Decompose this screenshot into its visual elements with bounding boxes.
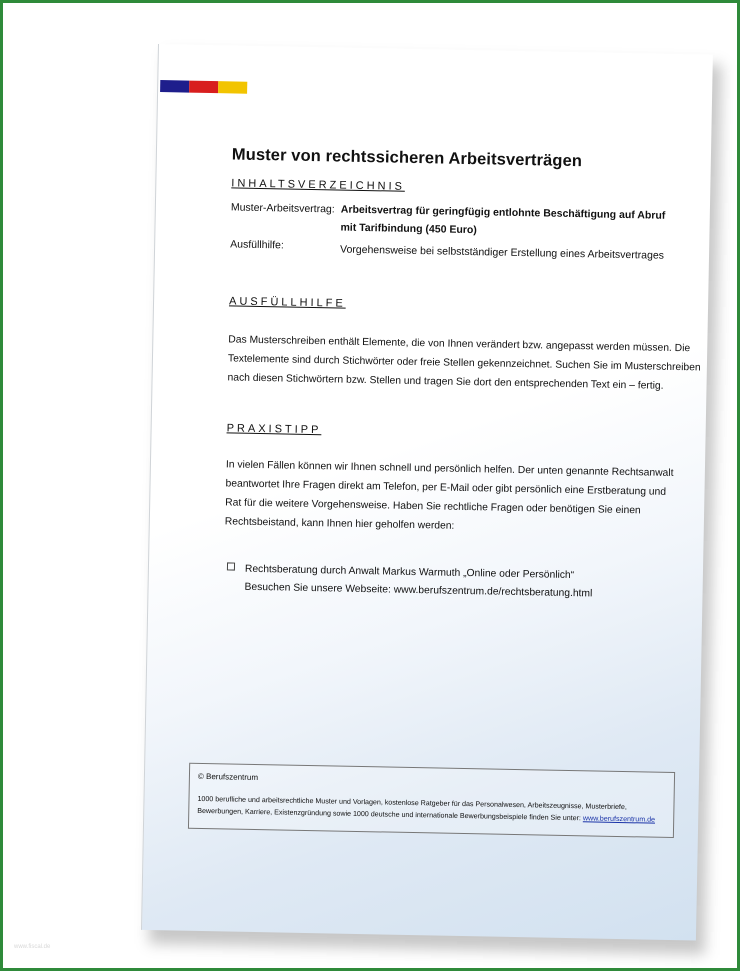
footer-copyright: © Berufszentrum (197, 771, 259, 783)
brand-color-bar (160, 80, 247, 94)
tip-line: Rechtsbeistand, kann Ihnen hier geholfen werden: (224, 516, 455, 532)
color-block-red (189, 81, 218, 94)
fill-help-line: Textelemente sind durch Stichwörter oder freie Stellen gekennzeichnet. Suchen Sie im Musterschreiben (227, 353, 701, 374)
tip-paragraph (225, 455, 701, 540)
fill-help-line: nach diesen Stichwörtern bzw. Stellen und tragen Sie dort den entsprechenden Text ein – fertig. (227, 372, 664, 392)
toc-value-template-line2: mit Tarifbindung (450 Euro) (340, 221, 477, 237)
color-block-blue (160, 80, 189, 93)
toc-label-template: Muster-Arbeitsvertrag: (230, 201, 335, 216)
toc-heading: INHALTSVERZEICHNIS (231, 177, 406, 193)
document-title: Muster von rechtssicheren Arbeitsverträgen (231, 145, 583, 171)
tip-line: Rat für die weitere Vorgehensweise. Haben Sie rechtliche Fragen oder benötigen Sie einen (225, 497, 641, 517)
footer-line-1: 1000 berufliche und arbeitsrechtliche Muster und Vorlagen, kostenlose Ratgeber für das Personalwesen, Arbeitszeugnisse, Musterbriefe, (197, 794, 627, 812)
checkbox-bullet-icon (227, 562, 235, 570)
footer-line-2-text: Bewerbungen, Karriere, Existenzgründung sowie 1000 deutsche und internationale Bewerbungsbeispiele finden Sie unter: (197, 806, 583, 823)
toc-label-help: Ausfüllhilfe: (230, 238, 284, 252)
fill-help-heading: AUSFÜLLHILFE (228, 295, 346, 310)
tip-heading: PRAXISTIPP (226, 422, 322, 437)
color-block-yellow (218, 81, 247, 94)
toc-value-template-line1: Arbeitsvertrag für geringfügig entlohnte Beschäftigung auf Abruf (340, 203, 666, 222)
tip-line: beantwortet Ihre Fragen direkt am Telefon, per E-Mail oder gibt persönlich eine Erstberatung und (225, 478, 667, 498)
tip-line: In vielen Fällen können wir Ihnen schnell und persönlich helfen. Der unten genannte Rechtsanwalt (225, 459, 674, 479)
fill-help-paragraph (227, 330, 703, 396)
legal-advice-text: Rechtsberatung durch Anwalt Markus Warmuth „Online oder Persönlich“ (244, 563, 575, 582)
document-page (141, 44, 713, 940)
legal-advice-website: Besuchen Sie unsere Webseite: www.berufszentrum.de/rechtsberatung.html (244, 581, 593, 600)
footer-website-link[interactable]: www.berufszentrum.de (582, 814, 656, 824)
toc-value-help: Vorgehensweise bei selbstständiger Erstellung eines Arbeitsvertrages (339, 243, 665, 262)
corner-watermark: www.fiscal.de (14, 944, 51, 950)
fill-help-line: Das Musterschreiben enthält Elemente, die von Ihnen verändert bzw. angepasst werden müssen. Die (228, 334, 691, 355)
footer-box (188, 763, 675, 838)
